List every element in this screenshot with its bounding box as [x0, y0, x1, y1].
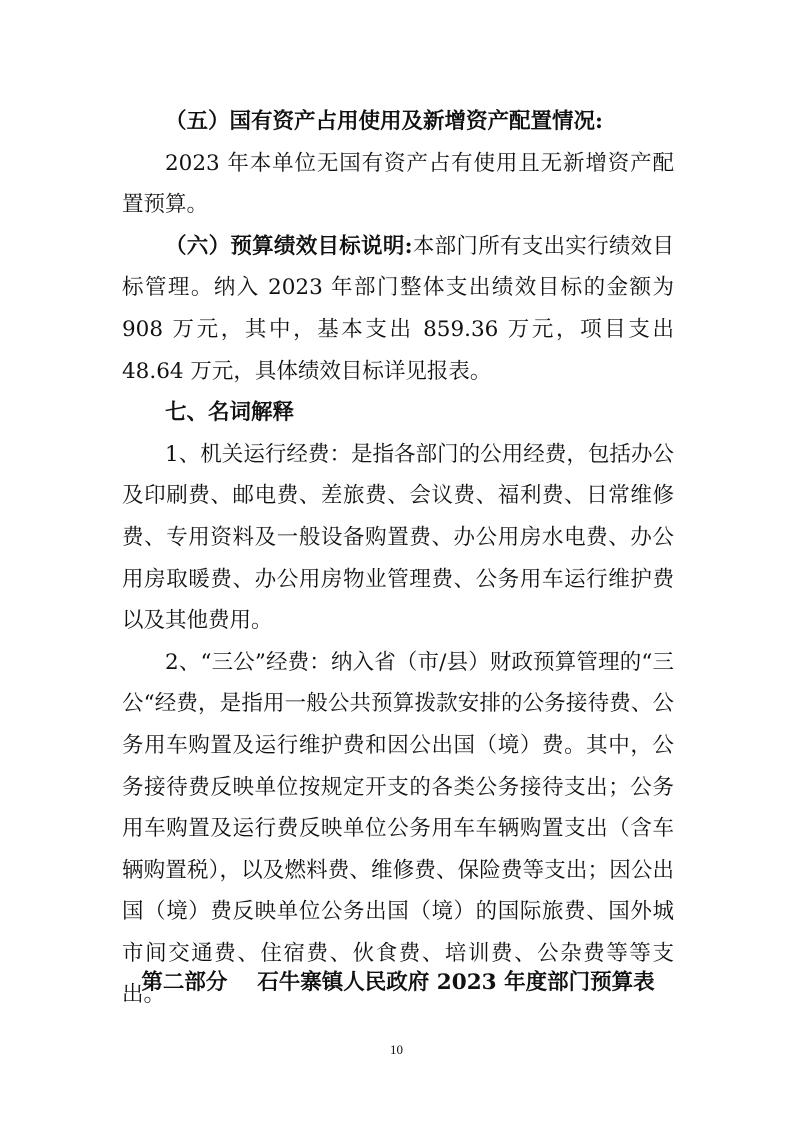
section6-paragraph — [122, 226, 674, 392]
section5-body: 2023 年本单位无国有资产占有使用且无新增资产配置预算。 — [122, 150, 674, 218]
body-text — [122, 101, 674, 1016]
section6-body: 本部门所有支出实行绩效目标管理。纳入 2023 年部门整体支出绩效目标的金额为 908 万元，其中，基本支出 859.36 万元，项目支出 48.64 万元，具体绩效目标详见报表。 — [122, 233, 674, 384]
section7-heading: 七、名词解释 — [165, 400, 295, 426]
page-number: 10 — [390, 1042, 403, 1057]
section6-heading: （六）预算绩效目标说明: — [165, 233, 413, 259]
section5-heading: （五）国有资产占用使用及新增资产配置情况: — [165, 109, 603, 134]
section7-item1: 1、机关运行经费：是指各部门的公用经费，包括办公及印刷费、邮电费、差旅费、会议费、福利费、日常维修费、专用资料及一般设备购置费、办公用房水电费、办公用房取暖费、办公用房物业管理费、公务用车运行维护费以及其他费用。 — [122, 441, 674, 634]
section7-item2: 2、“三公”经费：纳入省（市/县）财政预算管理的“三公“经费，是指用一般公共预算拨款安排的公务接待费、公务用车购置及运行维护费和因公出国（境）费。其中，公务接待费反映单位按规定开支的各类公务接待支出；公务用车购置及运行费反映单位公务用车车辆购置支出（含车辆购置税），以及燃料费、维修费、保险费等支出；因公出国（境）费反映单位公务出国（境）的国际旅费、国外城市间交通费、住宿费、伙食费、培训费、公杂费等等支出。 — [122, 649, 674, 1008]
part2-title: 第二部分 石牛寨镇人民政府 2023 年度部门预算表 — [141, 970, 655, 995]
